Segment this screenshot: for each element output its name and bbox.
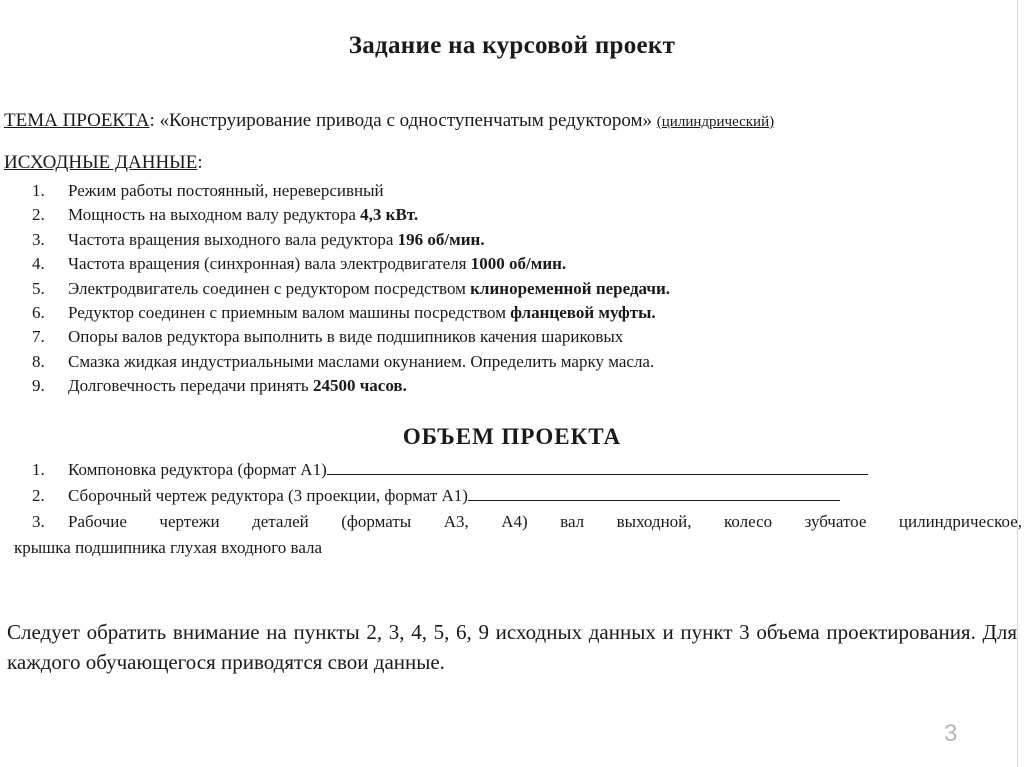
volume-heading: ОБЪЕМ ПРОЕКТА bbox=[402, 424, 622, 449]
list-item-text: Редуктор соединен с приемным валом машины посредством bbox=[68, 303, 511, 323]
list-item bbox=[32, 301, 670, 325]
list-item-number: 1. bbox=[32, 181, 45, 200]
list-item-number: 8. bbox=[32, 351, 45, 371]
list-item bbox=[32, 179, 670, 203]
attention-note: Следует обратить внимание на пункты 2, 3, 4, 5, 6, 9 исходных данных и пункт 3 объема проектирования. Для каждого обучающегося приводятся свои данные. bbox=[7, 620, 1017, 674]
topic-qualifier: (цилиндрический) bbox=[656, 114, 775, 130]
slide-edge-rule bbox=[1017, 0, 1018, 767]
list-item bbox=[32, 325, 670, 349]
volume-item-3 bbox=[14, 509, 1022, 561]
list-item bbox=[32, 457, 868, 483]
topic-key: ТЕМА ПРОЕКТА bbox=[4, 110, 150, 131]
list-item-number: 6. bbox=[32, 303, 45, 323]
source-data-list bbox=[32, 179, 670, 399]
list-item-number: 1. bbox=[32, 460, 45, 479]
list-item-text: Смазка жидкая индустриальными маслами окунанием. Определить марку масла. bbox=[68, 351, 655, 371]
list-item-number: 4. bbox=[32, 254, 45, 274]
list-item bbox=[32, 228, 670, 252]
list-item-number: 3. bbox=[32, 229, 45, 249]
page-title: Задание на курсовой проект bbox=[348, 32, 676, 59]
list-item bbox=[32, 252, 670, 276]
page-number: 3 bbox=[944, 720, 958, 747]
volume-list bbox=[32, 457, 868, 509]
list-item-text: Сборочный чертеж редуктора (3 проекции, формат А1) bbox=[68, 486, 468, 505]
list-item-text: Режим работы постоянный, нереверсивный bbox=[68, 181, 384, 200]
list-item-text: Опоры валов редуктора выполнить в виде подшипников качения шариковых bbox=[68, 327, 624, 347]
list-item bbox=[32, 277, 670, 301]
source-data-heading-label: ИСХОДНЫЕ ДАННЫЕ bbox=[4, 152, 198, 173]
list-item bbox=[32, 374, 670, 398]
list-item-number: 2. bbox=[32, 205, 45, 225]
list-item-text: Частота вращения выходного вала редуктора bbox=[68, 229, 398, 249]
list-item-bold: клиноременной передачи. bbox=[470, 278, 670, 298]
topic-colon: : bbox=[149, 110, 155, 131]
list-item-bold: 24500 часов. bbox=[312, 376, 407, 396]
list-item bbox=[32, 203, 670, 227]
list-item-text: Частота вращения (синхронная) вала электродвигателя bbox=[68, 254, 471, 274]
list-item-number: 3. bbox=[32, 512, 45, 531]
project-topic bbox=[4, 110, 774, 132]
fill-in-line bbox=[468, 483, 840, 501]
list-item-bold: фланцевой муфты. bbox=[510, 303, 656, 323]
list-item-text: Рабочие чертежи деталей (форматы А3, А4) вал выходной, колесо зубчатое цилиндрическое, bbox=[68, 512, 1022, 531]
fill-in-line bbox=[327, 457, 868, 475]
list-item bbox=[32, 350, 670, 374]
list-item-number: 5. bbox=[32, 278, 45, 298]
list-item bbox=[32, 483, 868, 509]
list-item-text-continuation: крышка подшипника глухая входного вала bbox=[14, 538, 323, 557]
list-item-number: 2. bbox=[32, 486, 45, 505]
topic-value: «Конструирование привода с одноступенчатым редуктором» bbox=[159, 110, 653, 131]
list-item-text: Компоновка редуктора (формат А1) bbox=[68, 460, 327, 479]
source-data-heading-colon: : bbox=[197, 152, 203, 173]
list-item-text: Мощность на выходном валу редуктора bbox=[68, 205, 361, 225]
source-data-heading bbox=[4, 152, 203, 174]
list-item-bold: 4,3 кВт. bbox=[360, 205, 419, 225]
list-item-bold: 1000 об/мин. bbox=[470, 254, 567, 274]
list-item-number: 7. bbox=[32, 327, 45, 347]
list-item-number: 9. bbox=[32, 376, 45, 396]
list-item-text: Долговечность передачи принять bbox=[68, 376, 313, 396]
list-item-text: Электродвигатель соединен с редуктором посредством bbox=[68, 278, 471, 298]
list-item-bold: 196 об/мин. bbox=[397, 229, 485, 249]
